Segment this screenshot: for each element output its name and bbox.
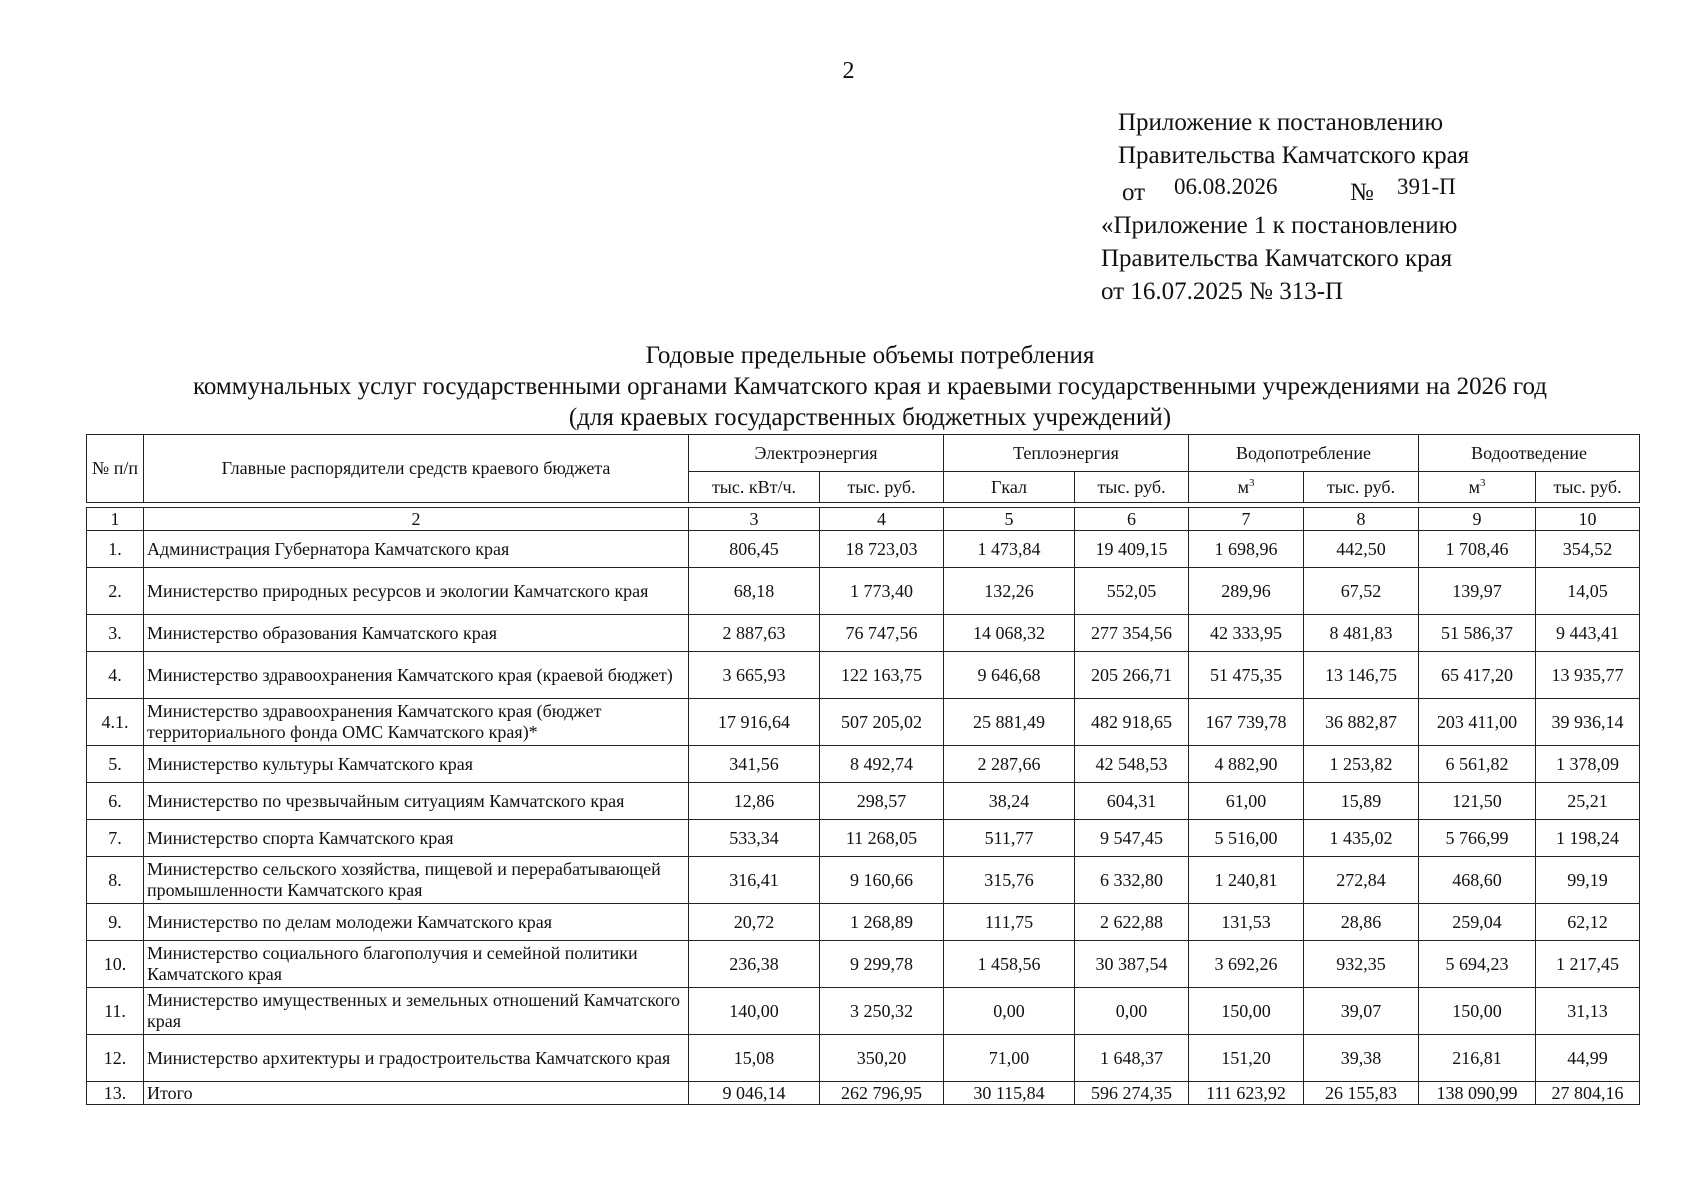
total-row xyxy=(87,1082,1640,1105)
value-cell: 51 475,35 xyxy=(1189,652,1304,699)
row-number: 4.1. xyxy=(87,699,144,746)
table-row xyxy=(87,857,1640,904)
title-line1: Годовые предельные объемы потребления xyxy=(645,342,1095,369)
value-cell: 9 646,68 xyxy=(944,652,1075,699)
value-cell: 1 253,82 xyxy=(1304,746,1419,783)
value-cell: 507 205,02 xyxy=(820,699,944,746)
value-cell: 3 692,26 xyxy=(1189,941,1304,988)
value-cell: 1 698,96 xyxy=(1189,531,1304,568)
value-cell: 39,38 xyxy=(1304,1035,1419,1082)
unit-text: м xyxy=(1237,476,1249,497)
value-cell: 8 481,83 xyxy=(1304,615,1419,652)
value-cell: 259,04 xyxy=(1419,904,1536,941)
value-cell: 5 516,00 xyxy=(1189,820,1304,857)
value-cell: 25 881,49 xyxy=(944,699,1075,746)
value-cell: 1 378,09 xyxy=(1536,746,1640,783)
value-cell: 76 747,56 xyxy=(820,615,944,652)
value-cell: 39 936,14 xyxy=(1536,699,1640,746)
value-cell: 0,00 xyxy=(1075,988,1189,1035)
value-cell: 2 622,88 xyxy=(1075,904,1189,941)
row-number: 1. xyxy=(87,531,144,568)
value-cell: 71,00 xyxy=(944,1035,1075,1082)
value-cell: 150,00 xyxy=(1419,988,1536,1035)
row-name: Министерство по делам молодежи Камчатского края xyxy=(144,904,689,941)
value-cell: 30 115,84 xyxy=(944,1082,1075,1105)
row-number: 8. xyxy=(87,857,144,904)
value-cell: 51 586,37 xyxy=(1419,615,1536,652)
value-cell: 8 492,74 xyxy=(820,746,944,783)
header-group-heat: Теплоэнергия xyxy=(944,435,1189,472)
appendix-current-block xyxy=(1118,106,1469,205)
value-cell: 315,76 xyxy=(944,857,1075,904)
value-cell: 44,99 xyxy=(1536,1035,1640,1082)
header-group-water-supply: Водопотребление xyxy=(1189,435,1419,472)
row-name: Итого xyxy=(144,1082,689,1105)
value-cell: 341,56 xyxy=(689,746,820,783)
table-row xyxy=(87,652,1640,699)
value-cell: 316,41 xyxy=(689,857,820,904)
value-cell: 0,00 xyxy=(944,988,1075,1035)
appendix-current-line2: Правительства Камчатского края xyxy=(1118,142,1470,169)
row-name: Министерство имущественных и земельных отношений Камчатского края xyxy=(144,988,689,1035)
value-cell: 1 217,45 xyxy=(1536,941,1640,988)
value-cell: 27 804,16 xyxy=(1536,1082,1640,1105)
title-line2: коммунальных услуг государственными органами Камчатского края и краевыми государственными учреждениями на 2026 год xyxy=(193,373,1547,400)
value-cell: 1 773,40 xyxy=(820,568,944,615)
value-cell: 65 417,20 xyxy=(1419,652,1536,699)
header-group-water-disposal: Водоотведение xyxy=(1419,435,1640,472)
table-row xyxy=(87,615,1640,652)
value-cell: 28,86 xyxy=(1304,904,1419,941)
header-group-electricity: Электроэнергия xyxy=(689,435,944,472)
table-row xyxy=(87,568,1640,615)
row-name: Министерство сельского хозяйства, пищевой и перерабатывающей промышленности Камчатского края xyxy=(144,857,689,904)
table-body xyxy=(87,531,1640,1105)
unit-superscript: 3 xyxy=(1248,476,1255,489)
value-cell: 6 332,80 xyxy=(1075,857,1189,904)
value-cell: 272,84 xyxy=(1304,857,1419,904)
value-cell: 42 548,53 xyxy=(1075,746,1189,783)
value-cell: 1 198,24 xyxy=(1536,820,1640,857)
value-cell: 25,21 xyxy=(1536,783,1640,820)
value-cell: 9 046,14 xyxy=(689,1082,820,1105)
value-cell: 67,52 xyxy=(1304,568,1419,615)
row-number: 11. xyxy=(87,988,144,1035)
column-number: 6 xyxy=(1075,508,1189,531)
value-cell: 1 458,56 xyxy=(944,941,1075,988)
value-cell: 150,00 xyxy=(1189,988,1304,1035)
unit-header: Гкал xyxy=(944,472,1075,503)
value-cell: 42 333,95 xyxy=(1189,615,1304,652)
value-cell: 533,34 xyxy=(689,820,820,857)
table-row xyxy=(87,783,1640,820)
unit-header: тыс. руб. xyxy=(1075,472,1189,503)
header-num: № п/п xyxy=(87,435,144,503)
value-cell: 806,45 xyxy=(689,531,820,568)
row-name: Министерство образования Камчатского края xyxy=(144,615,689,652)
column-number: 10 xyxy=(1536,508,1640,531)
header-name: Главные распорядители средств краевого бюджета xyxy=(144,435,689,503)
value-cell: 350,20 xyxy=(820,1035,944,1082)
resolution-number: 391-П xyxy=(1397,174,1456,199)
value-cell: 354,52 xyxy=(1536,531,1640,568)
row-name: Министерство социального благополучия и семейной политики Камчатского края xyxy=(144,941,689,988)
unit-superscript: 3 xyxy=(1479,476,1486,489)
document-title xyxy=(80,340,1660,433)
value-cell: 442,50 xyxy=(1304,531,1419,568)
value-cell: 205 266,71 xyxy=(1075,652,1189,699)
number-label: № xyxy=(1350,179,1374,206)
value-cell: 138 090,99 xyxy=(1419,1082,1536,1105)
table-row xyxy=(87,941,1640,988)
resolution-date: 06.08.2026 xyxy=(1174,174,1278,199)
value-cell: 111 623,92 xyxy=(1189,1082,1304,1105)
value-cell: 36 882,87 xyxy=(1304,699,1419,746)
value-cell: 140,00 xyxy=(689,988,820,1035)
column-number: 4 xyxy=(820,508,944,531)
value-cell: 482 918,65 xyxy=(1075,699,1189,746)
value-cell: 552,05 xyxy=(1075,568,1189,615)
row-name: Министерство по чрезвычайным ситуациям Камчатского края xyxy=(144,783,689,820)
value-cell: 1 435,02 xyxy=(1304,820,1419,857)
value-cell: 20,72 xyxy=(689,904,820,941)
value-cell: 68,18 xyxy=(689,568,820,615)
value-cell: 1 708,46 xyxy=(1419,531,1536,568)
column-number: 5 xyxy=(944,508,1075,531)
column-number: 7 xyxy=(1189,508,1304,531)
value-cell: 12,86 xyxy=(689,783,820,820)
row-number: 5. xyxy=(87,746,144,783)
title-line3: (для краевых государственных бюджетных учреждений) xyxy=(568,404,1172,431)
value-cell: 511,77 xyxy=(944,820,1075,857)
unit-header: тыс. руб. xyxy=(1304,472,1419,503)
value-cell: 61,00 xyxy=(1189,783,1304,820)
page-number: 2 xyxy=(842,58,855,84)
table-row xyxy=(87,904,1640,941)
value-cell: 14,05 xyxy=(1536,568,1640,615)
value-cell: 132,26 xyxy=(944,568,1075,615)
value-cell: 236,38 xyxy=(689,941,820,988)
value-cell: 5 694,23 xyxy=(1419,941,1536,988)
consumption-table-wrapper xyxy=(86,434,1639,1105)
value-cell: 17 916,64 xyxy=(689,699,820,746)
appendix-original-line2: Правительства Камчатского края xyxy=(1101,245,1453,272)
table-row xyxy=(87,988,1640,1035)
value-cell: 15,89 xyxy=(1304,783,1419,820)
value-cell: 18 723,03 xyxy=(820,531,944,568)
value-cell: 38,24 xyxy=(944,783,1075,820)
row-number: 6. xyxy=(87,783,144,820)
value-cell: 62,12 xyxy=(1536,904,1640,941)
column-number: 3 xyxy=(689,508,820,531)
unit-header: тыс. руб. xyxy=(820,472,944,503)
value-cell: 14 068,32 xyxy=(944,615,1075,652)
value-cell: 596 274,35 xyxy=(1075,1082,1189,1105)
value-cell: 11 268,05 xyxy=(820,820,944,857)
value-cell: 13 146,75 xyxy=(1304,652,1419,699)
value-cell: 9 547,45 xyxy=(1075,820,1189,857)
value-cell: 26 155,83 xyxy=(1304,1082,1419,1105)
from-label: от xyxy=(1122,179,1146,206)
value-cell: 932,35 xyxy=(1304,941,1419,988)
unit-text: м xyxy=(1468,476,1480,497)
table-row xyxy=(87,820,1640,857)
value-cell: 15,08 xyxy=(689,1035,820,1082)
column-number: 2 xyxy=(144,508,689,531)
row-name: Министерство природных ресурсов и экологии Камчатского края xyxy=(144,568,689,615)
appendix-original-line3: от 16.07.2025 № 313-П xyxy=(1101,278,1344,305)
value-cell: 1 268,89 xyxy=(820,904,944,941)
value-cell: 111,75 xyxy=(944,904,1075,941)
value-cell: 131,53 xyxy=(1189,904,1304,941)
column-number: 8 xyxy=(1304,508,1419,531)
value-cell: 604,31 xyxy=(1075,783,1189,820)
column-numbers-row xyxy=(87,508,1640,531)
value-cell: 121,50 xyxy=(1419,783,1536,820)
value-cell: 99,19 xyxy=(1536,857,1640,904)
row-name: Администрация Губернатора Камчатского края xyxy=(144,531,689,568)
value-cell: 122 163,75 xyxy=(820,652,944,699)
row-name: Министерство культуры Камчатского края xyxy=(144,746,689,783)
value-cell: 139,97 xyxy=(1419,568,1536,615)
row-number: 2. xyxy=(87,568,144,615)
appendix-current-line1: Приложение к постановлению xyxy=(1118,109,1444,136)
value-cell: 31,13 xyxy=(1536,988,1640,1035)
value-cell: 289,96 xyxy=(1189,568,1304,615)
value-cell: 1 240,81 xyxy=(1189,857,1304,904)
value-cell: 3 250,32 xyxy=(820,988,944,1035)
row-number: 13. xyxy=(87,1082,144,1105)
value-cell: 30 387,54 xyxy=(1075,941,1189,988)
unit-header-cubic xyxy=(1189,472,1304,503)
row-number: 3. xyxy=(87,615,144,652)
row-number: 9. xyxy=(87,904,144,941)
consumption-table xyxy=(86,434,1640,1105)
unit-header: тыс. кВт/ч. xyxy=(689,472,820,503)
row-name: Министерство архитектуры и градостроительства Камчатского края xyxy=(144,1035,689,1082)
value-cell: 277 354,56 xyxy=(1075,615,1189,652)
column-number: 1 xyxy=(87,508,144,531)
appendix-original-line1: «Приложение 1 к постановлению xyxy=(1101,212,1458,239)
row-name: Министерство здравоохранения Камчатского края (бюджет территориального фонда ОМС Камчатского края)* xyxy=(144,699,689,746)
unit-header-cubic xyxy=(1419,472,1536,503)
value-cell: 9 299,78 xyxy=(820,941,944,988)
value-cell: 3 665,93 xyxy=(689,652,820,699)
value-cell: 5 766,99 xyxy=(1419,820,1536,857)
value-cell: 298,57 xyxy=(820,783,944,820)
row-name: Министерство спорта Камчатского края xyxy=(144,820,689,857)
value-cell: 19 409,15 xyxy=(1075,531,1189,568)
value-cell: 13 935,77 xyxy=(1536,652,1640,699)
value-cell: 6 561,82 xyxy=(1419,746,1536,783)
value-cell: 9 443,41 xyxy=(1536,615,1640,652)
row-number: 10. xyxy=(87,941,144,988)
value-cell: 2 887,63 xyxy=(689,615,820,652)
row-number: 12. xyxy=(87,1035,144,1082)
table-row xyxy=(87,699,1640,746)
value-cell: 39,07 xyxy=(1304,988,1419,1035)
appendix-original-block xyxy=(1101,209,1457,308)
appendix-current-date-row xyxy=(1118,172,1469,205)
value-cell: 151,20 xyxy=(1189,1035,1304,1082)
table-row xyxy=(87,531,1640,568)
value-cell: 262 796,95 xyxy=(820,1082,944,1105)
row-number: 7. xyxy=(87,820,144,857)
table-row xyxy=(87,746,1640,783)
row-name: Министерство здравоохранения Камчатского края (краевой бюджет) xyxy=(144,652,689,699)
value-cell: 1 648,37 xyxy=(1075,1035,1189,1082)
value-cell: 203 411,00 xyxy=(1419,699,1536,746)
value-cell: 2 287,66 xyxy=(944,746,1075,783)
value-cell: 167 739,78 xyxy=(1189,699,1304,746)
value-cell: 4 882,90 xyxy=(1189,746,1304,783)
value-cell: 1 473,84 xyxy=(944,531,1075,568)
row-number: 4. xyxy=(87,652,144,699)
value-cell: 468,60 xyxy=(1419,857,1536,904)
table-row xyxy=(87,1035,1640,1082)
value-cell: 216,81 xyxy=(1419,1035,1536,1082)
value-cell: 9 160,66 xyxy=(820,857,944,904)
unit-header: тыс. руб. xyxy=(1536,472,1640,503)
column-number: 9 xyxy=(1419,508,1536,531)
